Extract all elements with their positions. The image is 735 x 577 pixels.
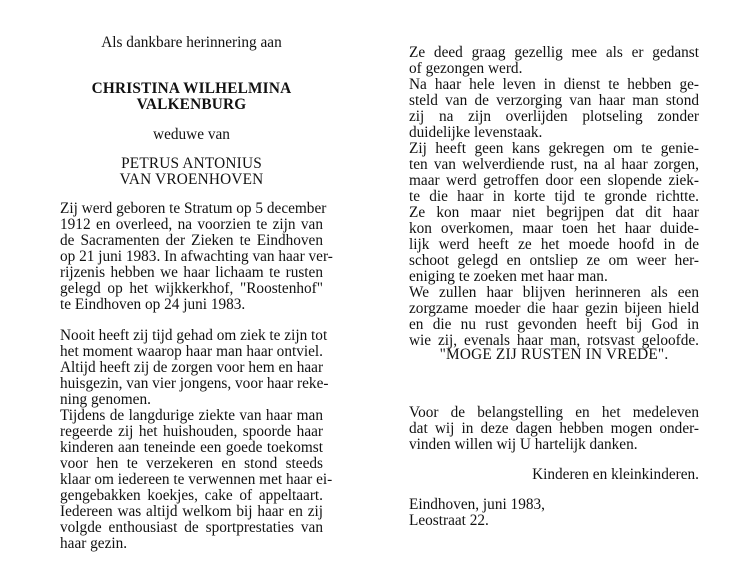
deceased-name-line2: VALKENBURG	[136, 96, 247, 113]
paragraph-line: of gezongen werd.	[409, 60, 523, 77]
paragraph-line: gengebakken koekjes, cake of appeltaart.	[60, 487, 323, 504]
paragraph-line: ning genomen.	[60, 391, 151, 408]
paragraph-line: vinden willen wij U hartelijk danken.	[409, 436, 638, 453]
paragraph-line: kinderen aan teneinde een goede toekomst	[60, 439, 323, 456]
place-date-text: Eindhoven, juni 1983,	[409, 496, 545, 513]
paragraph-line: en die nu rust gevonden heeft bij God in	[409, 316, 699, 333]
paragraph-line: het moment waarop haar man haar ontviel.	[60, 343, 323, 360]
paragraph-line: lijk werd heeft ze het moede hoofd in de	[409, 236, 699, 253]
paragraph-line: eniging te zoeken met haar man.	[409, 268, 608, 285]
paragraph-line: gelegd op het wijkkerkhof, "Roostenhof"	[60, 280, 323, 297]
paragraph-line: We zullen haar blijven herinneren als een	[409, 284, 699, 301]
paragraph-line: rijzenis hebben we haar lichaam te rusten	[60, 264, 323, 281]
paragraph-line: volgde enthousiast de sportprestaties van	[60, 519, 323, 536]
paragraph-line: zij na zijn overlijden plotseling zonder	[409, 108, 699, 125]
relation-text: weduwe van	[153, 126, 230, 143]
paragraph-line: Voor de belangstelling en het medeleven	[409, 404, 699, 421]
paragraph-line: dat wij in deze dagen hebben mogen onder-	[409, 420, 699, 437]
paragraph-line: Ze kon maar niet begrijpen dat dit haar	[409, 204, 699, 221]
spouse-name-line2: VAN VROENHOVEN	[119, 171, 264, 188]
paragraph-line: op 21 juni 1983. In afwachting van haar ver-	[60, 248, 333, 265]
paragraph-line: voor hen te verzekeren en stond steeds	[60, 455, 323, 472]
paragraph-line: huisgezin, van vier jongens, voor haar reke-	[60, 375, 329, 392]
paragraph-line: te Eindhoven op 24 juni 1983.	[60, 296, 246, 313]
paragraph-line: Ze deed graag gezellig mee als er gedanst	[409, 44, 699, 61]
paragraph-line: steld van de verzorging van haar man stond	[409, 92, 699, 109]
paragraph-line: ten van welverdiende rust, na al haar zorgen,	[409, 156, 699, 173]
paragraph-line: Iedereen was altijd welkom bij haar en zij	[60, 503, 323, 520]
card-fold	[367, 0, 368, 577]
paragraph-line: schoot gelegd en ontsliep ze om weer her-	[409, 252, 699, 269]
paragraph-line: 1912 en overleed, na voorzien te zijn van	[60, 216, 323, 233]
address-text: Leostraat 22.	[409, 512, 489, 529]
deceased-name-line1: CHRISTINA WILHELMINA	[91, 80, 292, 97]
paragraph-line: kon overkomen, maar toen het haar duide-	[409, 220, 699, 237]
paragraph-line: Zij heeft geen kans gekregen om te genie-	[409, 140, 699, 157]
paragraph-line: zorgzame moeder die haar gezin bijeen hield	[409, 300, 699, 317]
paragraph-line: de Sacramenten der Zieken te Eindhoven	[60, 232, 323, 249]
paragraph-line: Tijdens de langdurige ziekte van haar man	[60, 407, 323, 424]
paragraph-line: klaar om iedereen te verwennen met haar ei-	[60, 471, 333, 488]
paragraph-line: Altijd heeft zij de zorgen voor hem en haar	[60, 359, 324, 376]
paragraph-line: Zij werd geboren te Stratum op 5 december	[60, 200, 327, 217]
spouse-name-line1: PETRUS ANTONIUS	[121, 155, 262, 172]
paragraph-line: te die haar in korte tijd te gronde richtte.	[409, 188, 699, 205]
signature-text: Kinderen en kleinkinderen.	[532, 466, 699, 483]
paragraph-line: Na haar hele leven in dienst te hebben ge-	[409, 76, 699, 93]
paragraph-line: maar werd getroffen door een slopende ziek-	[409, 172, 699, 189]
paragraph-line: wie zij, evenals haar man, rotsvast geloofde.	[409, 332, 699, 349]
paragraph-line: duidelijke levenstaak.	[409, 124, 543, 141]
paragraph-line: Nooit heeft zij tijd gehad om ziek te zijn tot	[60, 327, 328, 344]
paragraph-line: regeerde zij het huishouden, spoorde haar	[60, 423, 323, 440]
intro-text: Als dankbare herinnering aan	[101, 34, 282, 51]
prayer-text: "MOGE ZIJ RUSTEN IN VREDE".	[439, 346, 669, 363]
paragraph-line: haar gezin.	[60, 535, 128, 552]
